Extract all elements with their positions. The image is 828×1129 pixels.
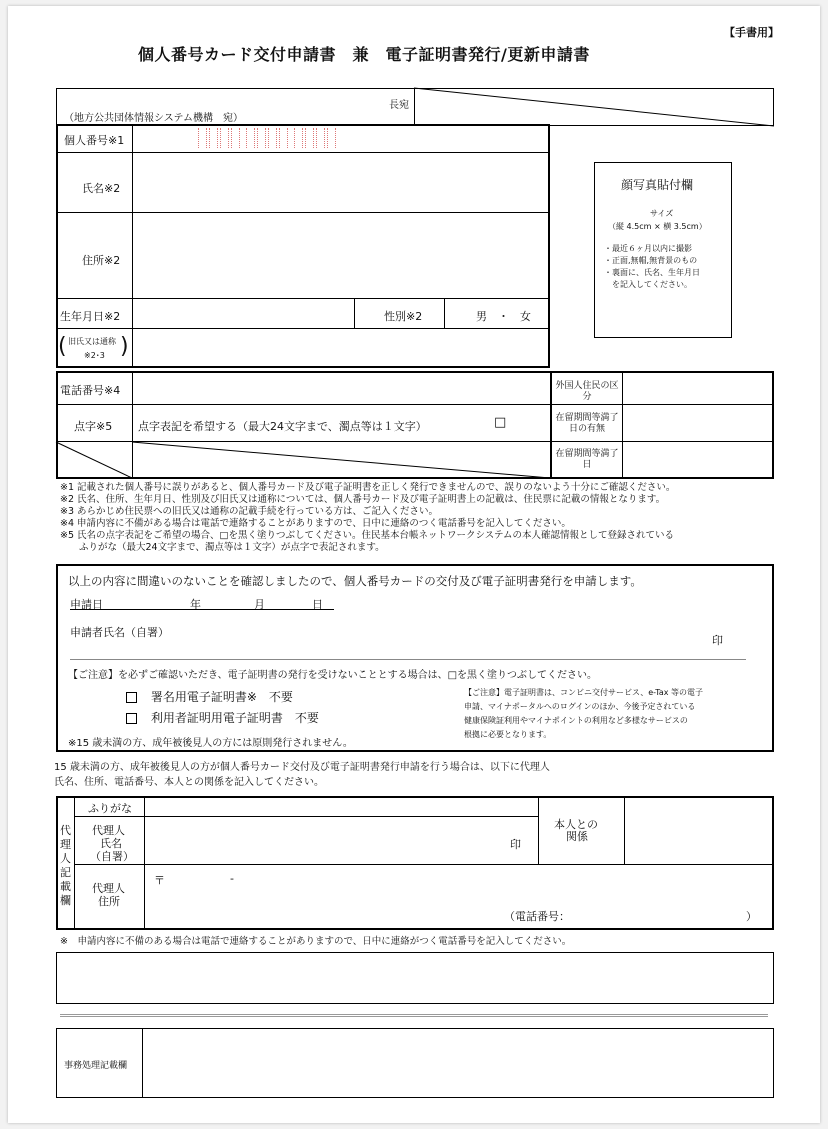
photo-size-label: サイズ xyxy=(650,209,674,218)
opt-user-cert[interactable] xyxy=(126,709,319,726)
note-3: ※3 あらかじめ住民票への旧氏又は通称の記載手続を行っている方は、ご記入ください。 xyxy=(60,506,439,517)
phone-label: 電話番号※4 xyxy=(60,384,121,397)
furigana-label: ふりがな xyxy=(88,802,132,815)
braille-label: 点字※5 xyxy=(74,420,113,433)
former-name-bracket-open: ( xyxy=(58,334,67,359)
signature-label: 申請者氏名（自署） xyxy=(70,626,169,639)
form-page xyxy=(8,6,820,1123)
photo-bullet: を記入してください。 xyxy=(604,280,692,289)
signature-input[interactable] xyxy=(178,618,698,646)
note-4: ※4 申請内容に不備がある場合は電話で連絡することがありますので、日中に連絡のつく電話番号を記入してください。 xyxy=(60,518,571,529)
proxy-furigana-input[interactable] xyxy=(146,798,536,815)
addressee-org: （地方公共団体情報システム機構 宛） xyxy=(64,113,243,124)
row-divider xyxy=(56,404,774,405)
former-name-note: ※2･3 xyxy=(84,351,105,360)
digit-box[interactable] xyxy=(209,128,218,148)
digit-box[interactable] xyxy=(279,128,288,148)
photo-bullet: ・最近６ヶ月以内に撮影 xyxy=(604,244,692,253)
foreign-resident-input[interactable] xyxy=(624,373,772,403)
gender-label: 性別※2 xyxy=(384,310,423,323)
footer-phone-note: ※ 申請内容に不備のある場合は電話で連絡することがありますので、日中に連絡がつく電話番号を記入してください。 xyxy=(60,936,572,947)
relation-line: 関係 xyxy=(566,830,588,843)
braille-text: 点字表記を希望する（最大24文字まで、濁点等は１文字） xyxy=(138,420,427,433)
digit-box[interactable] xyxy=(268,128,277,148)
side-note-line: 申請、マイナポータルへのログインのほか、今後予定されている xyxy=(464,702,696,711)
proxy-intro-cont: 氏名、住所、電話番号、本人との関係を記入してください。 xyxy=(54,777,324,788)
digit-box[interactable] xyxy=(294,128,303,148)
office-label-divider xyxy=(142,1028,143,1098)
opt-user-label: 利用者証明用電子証明書 不要 xyxy=(150,711,319,725)
proxy-address-line: 住所 xyxy=(98,895,120,908)
digit-box[interactable] xyxy=(198,128,207,148)
mayor-name-field[interactable] xyxy=(414,88,415,126)
divider-rule xyxy=(60,1014,768,1017)
braille-checkbox[interactable]: □ xyxy=(494,415,507,430)
row-divider xyxy=(74,816,538,817)
opt-signing-label: 署名用電子証明書※ 不要 xyxy=(150,690,293,704)
label-divider xyxy=(622,371,623,479)
stay-expiry-flag-input[interactable] xyxy=(624,406,772,440)
photo-title: 顔写真貼付欄 xyxy=(621,178,694,192)
postal-mark: 〒 xyxy=(154,874,165,887)
stay-expiry-date-label: 在留期間等満了日 xyxy=(555,449,619,470)
col-divider xyxy=(538,796,539,864)
addressee-mayor: 長宛 xyxy=(389,100,409,111)
date-input[interactable] xyxy=(70,609,334,610)
postal-dash: - xyxy=(230,872,234,885)
side-note-line: 【ご注意】電子証明書は、コンビニ交付サービス、e-Tax 等の電子 xyxy=(464,688,704,697)
signature-seal: 印 xyxy=(712,634,723,647)
note-5-cont: ふりがな（最大24文字まで、濁点等は１文字）が点字で表記されます。 xyxy=(60,542,385,553)
digit-box[interactable] xyxy=(246,128,255,148)
birth-input[interactable] xyxy=(133,299,353,327)
row-divider xyxy=(74,864,774,865)
row-divider xyxy=(56,441,774,442)
form-title: 個人番号カード交付申請書 兼 電子証明書発行/更新申請書 xyxy=(138,45,590,64)
proxy-address-input[interactable] xyxy=(146,866,772,906)
footer-contact-box[interactable] xyxy=(56,952,774,1004)
former-name-bracket-close: ) xyxy=(120,334,129,359)
signature-line xyxy=(70,659,746,660)
photo-bullet: ・裏面に、氏名、生年月日 xyxy=(604,268,700,277)
col-divider xyxy=(354,298,355,328)
stay-expiry-date-input[interactable] xyxy=(624,443,772,477)
col-divider xyxy=(624,796,625,864)
note-1: ※1 記載された個人番号に誤りがあると、個人番号カード及び電子証明書を正しく発行できませんので、誤りのないよう十分にご確認ください。 xyxy=(60,482,676,493)
address-input[interactable] xyxy=(133,213,549,297)
my-number-label: 個人番号※1 xyxy=(64,134,125,147)
proxy-relation-input[interactable] xyxy=(626,798,772,862)
opt-signing-cert[interactable] xyxy=(126,688,293,705)
relation-line: 本人との xyxy=(554,818,598,831)
proxy-phone-label: （電話番号： xyxy=(504,910,570,923)
office-use-input[interactable] xyxy=(144,1030,772,1096)
proxy-name-line: 氏名 xyxy=(100,837,122,850)
digit-box[interactable] xyxy=(257,128,266,148)
gender-options[interactable]: 男 ・ 女 xyxy=(476,310,531,323)
proxy-name-input[interactable] xyxy=(146,818,506,862)
col-divider xyxy=(444,298,445,328)
handwritten-tag: 【手書用】 xyxy=(724,26,779,39)
photo-bullet: ・正面,無帽,無背景のもの xyxy=(604,256,698,265)
address-label: 住所※2 xyxy=(82,254,121,267)
my-number-input[interactable] xyxy=(198,126,430,150)
proxy-intro: 15 歳未満の方、成年被後見人の方が個人番号カード交付及び電子証明書発行申請を行う場合は、以下に代理人 xyxy=(54,762,550,773)
proxy-phone-input[interactable] xyxy=(572,906,742,924)
proxy-phone-close: ） xyxy=(746,910,757,923)
name-label: 氏名※2 xyxy=(82,182,121,195)
name-input[interactable] xyxy=(133,153,549,211)
foreign-resident-label: 外国人住民の区分 xyxy=(555,381,619,402)
phone-input[interactable] xyxy=(133,373,549,403)
digit-box[interactable] xyxy=(231,128,240,148)
proxy-address-line: 代理人 xyxy=(92,882,125,895)
side-note-line: 健康保険証利用やマイナポイントの利用など多様なサービスの xyxy=(464,716,688,725)
former-name-label: 旧氏又は通称 xyxy=(68,337,116,346)
digit-box[interactable] xyxy=(316,128,325,148)
stay-expiry-flag-label: 在留期間等満了日の有無 xyxy=(555,413,619,434)
date-month: 月 xyxy=(254,598,265,611)
side-note-line: 根拠に必要となります。 xyxy=(464,730,552,739)
opt-signing-checkbox[interactable] xyxy=(126,692,137,703)
digit-box[interactable] xyxy=(220,128,229,148)
proxy-name-line: 代理人 xyxy=(92,824,125,837)
digit-box[interactable] xyxy=(327,128,336,148)
proxy-seal: 印 xyxy=(510,838,521,851)
date-year: 年 xyxy=(190,598,201,611)
age-note: ※15 歳未満の方、成年被後見人の方には原則発行されません。 xyxy=(68,738,353,749)
proxy-side-label: 代理人記載欄 xyxy=(60,824,71,907)
photo-size-value: （縦 4.5cm × 横 3.5cm） xyxy=(608,222,707,231)
proxy-name-line: （自署） xyxy=(90,850,134,863)
certificate-caution: 【ご注意】を必ずご確認いただき、電子証明書の発行を受けないこととする場合は、□を黒く塗りつぶしてください。 xyxy=(68,670,598,681)
date-day: 日 xyxy=(312,598,323,611)
section-divider xyxy=(550,371,552,479)
opt-user-checkbox[interactable] xyxy=(126,713,137,724)
former-name-input[interactable] xyxy=(133,329,549,367)
office-use-label: 事務処理記載欄 xyxy=(64,1061,128,1071)
note-2: ※2 氏名、住所、生年月日、性別及び旧氏又は通称については、個人番号カード及び電子証明書上の記載は、住民票に記載の情報となります。 xyxy=(60,494,666,505)
date-label: 申請日 xyxy=(70,598,103,611)
note-5: ※5 氏名の点字表記をご希望の場合、□を黒く塗りつぶしてください。住民基本台帳ネットワークシステムの本人確認情報として登録されている xyxy=(60,530,675,541)
digit-box[interactable] xyxy=(305,128,314,148)
birth-label: 生年月日※2 xyxy=(60,310,121,323)
declaration-statement: 以上の内容に間違いのないことを確認しましたので、個人番号カードの交付及び電子証明書発行を申請します。 xyxy=(68,574,642,588)
